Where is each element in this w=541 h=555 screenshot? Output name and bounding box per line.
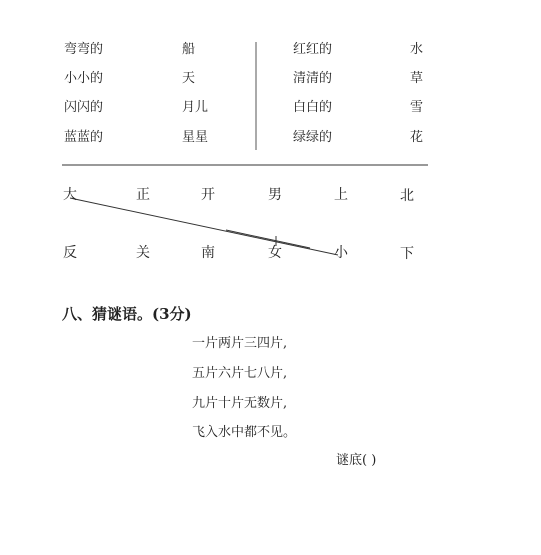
- antonym-top-5: 上: [334, 187, 348, 203]
- left-word-2: 小小的: [64, 71, 104, 86]
- antonym-top-4: 男: [268, 187, 282, 203]
- section-title-riddle: 八、猜谜语。(3分): [62, 305, 192, 323]
- left-noun-2: 天: [182, 71, 196, 86]
- antonym-top-3: 开: [201, 187, 215, 203]
- riddle-line-1: 一片两片三四片,: [192, 336, 288, 351]
- antonym-top-2: 正: [136, 187, 150, 203]
- antonym-top-1: 大: [63, 187, 77, 203]
- riddle-line-4: 飞入水中都不见。: [192, 425, 297, 440]
- antonym-top-6: 北: [400, 188, 414, 204]
- left-word-4: 蓝蓝的: [64, 130, 104, 145]
- antonym-bottom-3: 南: [201, 245, 215, 261]
- right-word-2: 清清的: [293, 71, 333, 86]
- right-word-3: 白白的: [293, 100, 333, 115]
- right-word-1: 红红的: [293, 42, 333, 57]
- antonym-bottom-1: 反: [63, 245, 77, 261]
- riddle-answer-label[interactable]: 谜底( ): [336, 453, 377, 468]
- right-noun-1: 水: [410, 42, 424, 57]
- antonym-bottom-4: 女: [268, 245, 282, 261]
- left-word-3: 闪闪的: [64, 100, 104, 115]
- right-noun-3: 雪: [410, 100, 424, 115]
- antonym-bottom-2: 关: [136, 245, 150, 261]
- left-noun-1: 船: [182, 42, 196, 57]
- left-word-1: 弯弯的: [64, 42, 104, 57]
- right-noun-2: 草: [410, 71, 424, 86]
- riddle-line-2: 五片六片七八片,: [192, 366, 288, 381]
- riddle-line-3: 九片十片无数片,: [192, 396, 288, 411]
- left-noun-3: 月儿: [182, 100, 209, 115]
- left-noun-4: 星星: [182, 130, 209, 145]
- antonym-bottom-6: 下: [400, 246, 414, 262]
- right-word-4: 绿绿的: [293, 130, 333, 145]
- antonym-bottom-5: 小: [334, 245, 348, 261]
- right-noun-4: 花: [410, 130, 424, 145]
